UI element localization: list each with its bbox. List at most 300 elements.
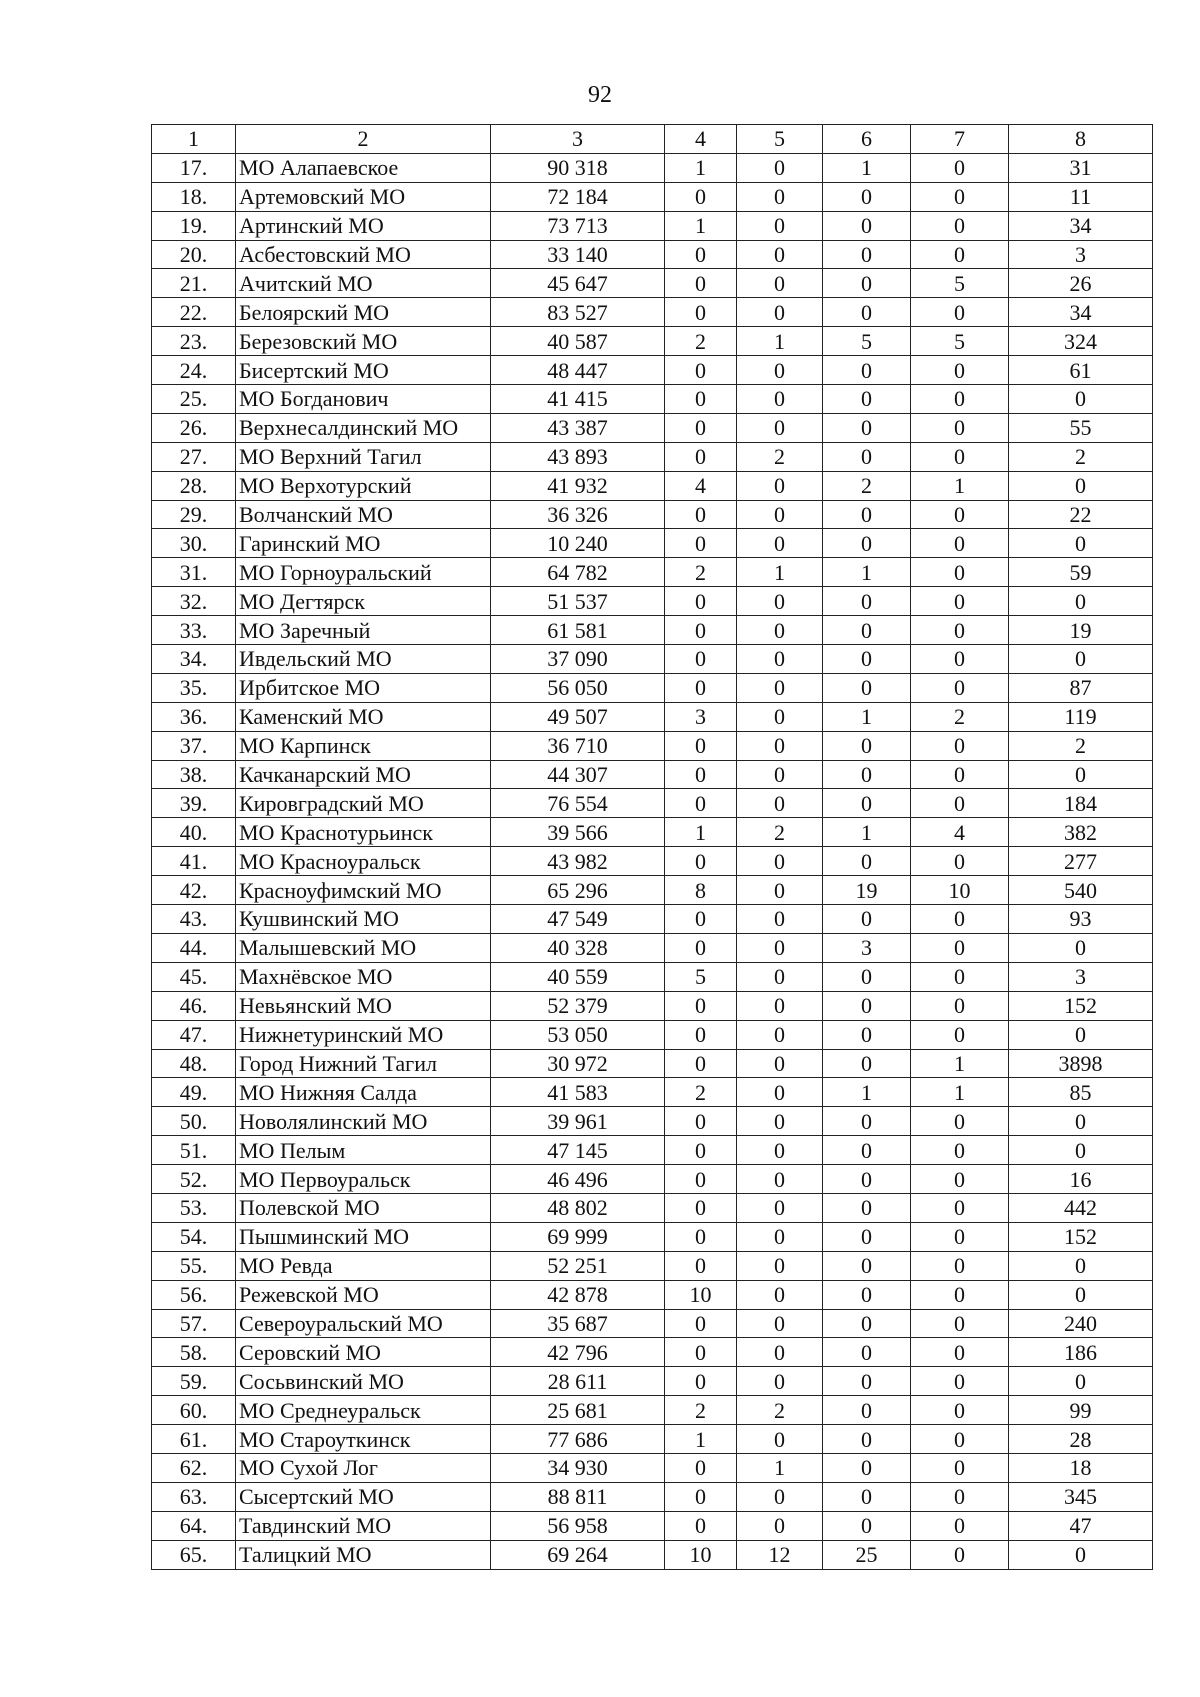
value-col-6: 0 — [823, 789, 911, 818]
municipality-name: Белоярский МО — [236, 298, 491, 327]
value-col-7: 0 — [911, 442, 1009, 471]
row-number: 17. — [152, 153, 236, 182]
value-col-7: 0 — [911, 962, 1009, 991]
municipality-name: Ирбитское МО — [236, 673, 491, 702]
value-col-7: 0 — [911, 1482, 1009, 1511]
value-col-8: 34 — [1009, 298, 1153, 327]
row-number: 59. — [152, 1367, 236, 1396]
value-col-8: 240 — [1009, 1309, 1153, 1338]
value-col-5: 0 — [737, 500, 823, 529]
value-col-8: 19 — [1009, 616, 1153, 645]
value-col-6: 1 — [823, 702, 911, 731]
value-col-4: 10 — [665, 1280, 737, 1309]
value-col-8: 186 — [1009, 1338, 1153, 1367]
table-row — [152, 1251, 1153, 1280]
table-row — [152, 1193, 1153, 1222]
value-col-5: 0 — [737, 731, 823, 760]
value-col-4: 0 — [665, 1136, 737, 1165]
value-col-4: 0 — [665, 616, 737, 645]
value-col-4: 0 — [665, 356, 737, 385]
value-col-3: 52 379 — [491, 991, 665, 1020]
value-col-5: 0 — [737, 1136, 823, 1165]
table-row — [152, 1425, 1153, 1454]
value-col-5: 0 — [737, 760, 823, 789]
value-col-3: 69 999 — [491, 1222, 665, 1251]
value-col-4: 0 — [665, 1309, 737, 1338]
value-col-6: 0 — [823, 182, 911, 211]
row-number: 22. — [152, 298, 236, 327]
value-col-7: 0 — [911, 1309, 1009, 1338]
municipality-name: МО Сухой Лог — [236, 1453, 491, 1482]
value-col-6: 1 — [823, 818, 911, 847]
value-col-5: 0 — [737, 702, 823, 731]
value-col-6: 0 — [823, 500, 911, 529]
table-row — [152, 1107, 1153, 1136]
value-col-5: 1 — [737, 327, 823, 356]
table-row — [152, 1020, 1153, 1049]
value-col-4: 0 — [665, 298, 737, 327]
value-col-6: 0 — [823, 1193, 911, 1222]
value-col-7: 0 — [911, 1396, 1009, 1425]
row-number: 38. — [152, 760, 236, 789]
header-cell-5: 5 — [737, 125, 823, 154]
municipality-name: Кировградский МО — [236, 789, 491, 818]
value-col-5: 0 — [737, 1222, 823, 1251]
table-row — [152, 645, 1153, 674]
value-col-8: 442 — [1009, 1193, 1153, 1222]
header-cell-3: 3 — [491, 125, 665, 154]
value-col-5: 0 — [737, 905, 823, 934]
value-col-3: 43 982 — [491, 847, 665, 876]
value-col-3: 36 326 — [491, 500, 665, 529]
value-col-4: 0 — [665, 1453, 737, 1482]
row-number: 64. — [152, 1511, 236, 1540]
value-col-5: 0 — [737, 471, 823, 500]
value-col-8: 0 — [1009, 1367, 1153, 1396]
table-row — [152, 673, 1153, 702]
row-number: 65. — [152, 1540, 236, 1569]
value-col-5: 0 — [737, 1251, 823, 1280]
value-col-5: 0 — [737, 991, 823, 1020]
value-col-8: 0 — [1009, 1020, 1153, 1049]
table-row — [152, 1338, 1153, 1367]
municipality-name: Полевской МО — [236, 1193, 491, 1222]
value-col-6: 0 — [823, 1136, 911, 1165]
row-number: 43. — [152, 905, 236, 934]
value-col-6: 0 — [823, 356, 911, 385]
value-col-3: 40 587 — [491, 327, 665, 356]
value-col-6: 0 — [823, 1425, 911, 1454]
value-col-5: 0 — [737, 385, 823, 414]
municipality-name: Качканарский МО — [236, 760, 491, 789]
value-col-3: 90 318 — [491, 153, 665, 182]
header-cell-1: 1 — [152, 125, 236, 154]
row-number: 27. — [152, 442, 236, 471]
row-number: 62. — [152, 1453, 236, 1482]
value-col-7: 0 — [911, 182, 1009, 211]
value-col-4: 0 — [665, 1049, 737, 1078]
value-col-6: 19 — [823, 876, 911, 905]
table-row — [152, 1078, 1153, 1107]
value-col-4: 0 — [665, 385, 737, 414]
table-row — [152, 1136, 1153, 1165]
value-col-7: 0 — [911, 760, 1009, 789]
value-col-8: 0 — [1009, 587, 1153, 616]
value-col-6: 0 — [823, 1251, 911, 1280]
value-col-7: 0 — [911, 500, 1009, 529]
row-number: 45. — [152, 962, 236, 991]
value-col-6: 0 — [823, 442, 911, 471]
value-col-4: 0 — [665, 182, 737, 211]
value-col-5: 0 — [737, 529, 823, 558]
value-col-8: 16 — [1009, 1165, 1153, 1194]
municipality-name: МО Верхний Тагил — [236, 442, 491, 471]
municipality-name: МО Краснотурьинск — [236, 818, 491, 847]
value-col-4: 1 — [665, 1425, 737, 1454]
municipality-name: МО Первоуральск — [236, 1165, 491, 1194]
value-col-4: 0 — [665, 933, 737, 962]
value-col-8: 3898 — [1009, 1049, 1153, 1078]
value-col-6: 0 — [823, 1049, 911, 1078]
value-col-6: 0 — [823, 760, 911, 789]
data-table — [151, 124, 1153, 1570]
value-col-8: 0 — [1009, 471, 1153, 500]
value-col-7: 1 — [911, 1078, 1009, 1107]
header-cell-8: 8 — [1009, 125, 1153, 154]
value-col-4: 0 — [665, 413, 737, 442]
value-col-5: 0 — [737, 1078, 823, 1107]
value-col-5: 0 — [737, 240, 823, 269]
value-col-8: 345 — [1009, 1482, 1153, 1511]
table-row — [152, 587, 1153, 616]
value-col-8: 22 — [1009, 500, 1153, 529]
value-col-8: 0 — [1009, 933, 1153, 962]
table-row — [152, 1453, 1153, 1482]
value-col-6: 0 — [823, 529, 911, 558]
value-col-6: 5 — [823, 327, 911, 356]
header-cell-4: 4 — [665, 125, 737, 154]
value-col-6: 0 — [823, 1396, 911, 1425]
table-row — [152, 1511, 1153, 1540]
table-row — [152, 616, 1153, 645]
row-number: 63. — [152, 1482, 236, 1511]
table-row — [152, 413, 1153, 442]
row-number: 39. — [152, 789, 236, 818]
value-col-5: 0 — [737, 269, 823, 298]
value-col-7: 0 — [911, 1107, 1009, 1136]
municipality-name: Пышминский МО — [236, 1222, 491, 1251]
value-col-4: 0 — [665, 1222, 737, 1251]
value-col-5: 2 — [737, 818, 823, 847]
value-col-4: 2 — [665, 1078, 737, 1107]
table-row — [152, 760, 1153, 789]
row-number: 35. — [152, 673, 236, 702]
value-col-3: 45 647 — [491, 269, 665, 298]
header-cell-6: 6 — [823, 125, 911, 154]
table-row — [152, 471, 1153, 500]
value-col-5: 0 — [737, 645, 823, 674]
value-col-8: 119 — [1009, 702, 1153, 731]
value-col-3: 10 240 — [491, 529, 665, 558]
value-col-4: 2 — [665, 327, 737, 356]
value-col-8: 0 — [1009, 1540, 1153, 1569]
value-col-8: 47 — [1009, 1511, 1153, 1540]
municipality-name: Асбестовский МО — [236, 240, 491, 269]
value-col-8: 85 — [1009, 1078, 1153, 1107]
value-col-8: 184 — [1009, 789, 1153, 818]
value-col-8: 55 — [1009, 413, 1153, 442]
value-col-6: 0 — [823, 645, 911, 674]
value-col-6: 0 — [823, 1511, 911, 1540]
value-col-3: 48 802 — [491, 1193, 665, 1222]
value-col-4: 1 — [665, 211, 737, 240]
value-col-7: 0 — [911, 673, 1009, 702]
value-col-6: 0 — [823, 1020, 911, 1049]
value-col-8: 87 — [1009, 673, 1153, 702]
value-col-4: 0 — [665, 847, 737, 876]
value-col-5: 0 — [737, 1338, 823, 1367]
municipality-name: Бисертский МО — [236, 356, 491, 385]
row-number: 42. — [152, 876, 236, 905]
row-number: 40. — [152, 818, 236, 847]
value-col-3: 40 328 — [491, 933, 665, 962]
value-col-7: 0 — [911, 587, 1009, 616]
value-col-7: 0 — [911, 1511, 1009, 1540]
value-col-8: 277 — [1009, 847, 1153, 876]
value-col-3: 42 796 — [491, 1338, 665, 1367]
table-row — [152, 818, 1153, 847]
value-col-7: 0 — [911, 1136, 1009, 1165]
value-col-7: 0 — [911, 991, 1009, 1020]
municipality-name: МО Староуткинск — [236, 1425, 491, 1454]
value-col-3: 64 782 — [491, 558, 665, 587]
value-col-4: 4 — [665, 471, 737, 500]
value-col-5: 0 — [737, 962, 823, 991]
value-col-5: 0 — [737, 616, 823, 645]
value-col-8: 152 — [1009, 991, 1153, 1020]
value-col-3: 39 566 — [491, 818, 665, 847]
value-col-3: 46 496 — [491, 1165, 665, 1194]
value-col-8: 0 — [1009, 1107, 1153, 1136]
value-col-4: 0 — [665, 1482, 737, 1511]
municipality-name: Малышевский МО — [236, 933, 491, 962]
municipality-name: Сысертский МО — [236, 1482, 491, 1511]
municipality-name: МО Заречный — [236, 616, 491, 645]
table-row — [152, 1309, 1153, 1338]
municipality-name: Артемовский МО — [236, 182, 491, 211]
value-col-3: 39 961 — [491, 1107, 665, 1136]
value-col-8: 0 — [1009, 1280, 1153, 1309]
value-col-5: 0 — [737, 211, 823, 240]
value-col-3: 42 878 — [491, 1280, 665, 1309]
table-row — [152, 1049, 1153, 1078]
municipality-name: Ивдельский МО — [236, 645, 491, 674]
row-number: 26. — [152, 413, 236, 442]
row-number: 53. — [152, 1193, 236, 1222]
value-col-5: 0 — [737, 876, 823, 905]
row-number: 47. — [152, 1020, 236, 1049]
value-col-4: 0 — [665, 587, 737, 616]
value-col-6: 0 — [823, 269, 911, 298]
value-col-3: 88 811 — [491, 1482, 665, 1511]
row-number: 50. — [152, 1107, 236, 1136]
municipality-name: Режевской МО — [236, 1280, 491, 1309]
municipality-name: Волчанский МО — [236, 500, 491, 529]
value-col-3: 48 447 — [491, 356, 665, 385]
value-col-4: 0 — [665, 529, 737, 558]
table-row — [152, 529, 1153, 558]
row-number: 19. — [152, 211, 236, 240]
value-col-5: 2 — [737, 442, 823, 471]
value-col-3: 51 537 — [491, 587, 665, 616]
value-col-5: 0 — [737, 298, 823, 327]
value-col-4: 0 — [665, 760, 737, 789]
value-col-6: 0 — [823, 1222, 911, 1251]
value-col-5: 0 — [737, 356, 823, 385]
value-col-4: 0 — [665, 673, 737, 702]
value-col-4: 0 — [665, 905, 737, 934]
row-number: 20. — [152, 240, 236, 269]
value-col-7: 0 — [911, 1222, 1009, 1251]
value-col-8: 382 — [1009, 818, 1153, 847]
value-col-6: 0 — [823, 1453, 911, 1482]
value-col-6: 0 — [823, 847, 911, 876]
value-col-8: 18 — [1009, 1453, 1153, 1482]
municipality-name: Североуральский МО — [236, 1309, 491, 1338]
value-col-8: 0 — [1009, 645, 1153, 674]
value-col-6: 1 — [823, 153, 911, 182]
value-col-8: 0 — [1009, 529, 1153, 558]
value-col-3: 69 264 — [491, 1540, 665, 1569]
value-col-6: 0 — [823, 240, 911, 269]
table-row — [152, 327, 1153, 356]
table-row — [152, 789, 1153, 818]
table-row — [152, 500, 1153, 529]
header-cell-7: 7 — [911, 125, 1009, 154]
value-col-6: 0 — [823, 731, 911, 760]
value-col-4: 0 — [665, 731, 737, 760]
municipality-name: Сосьвинский МО — [236, 1367, 491, 1396]
municipality-name: Махнёвское МО — [236, 962, 491, 991]
value-col-3: 34 930 — [491, 1453, 665, 1482]
value-col-7: 0 — [911, 731, 1009, 760]
value-col-8: 0 — [1009, 760, 1153, 789]
value-col-4: 0 — [665, 442, 737, 471]
value-col-4: 3 — [665, 702, 737, 731]
table-row — [152, 962, 1153, 991]
value-col-4: 1 — [665, 818, 737, 847]
municipality-name: Тавдинский МО — [236, 1511, 491, 1540]
value-col-8: 34 — [1009, 211, 1153, 240]
value-col-5: 12 — [737, 1540, 823, 1569]
value-col-7: 0 — [911, 1280, 1009, 1309]
municipality-name: Серовский МО — [236, 1338, 491, 1367]
value-col-8: 59 — [1009, 558, 1153, 587]
value-col-7: 0 — [911, 847, 1009, 876]
value-col-8: 93 — [1009, 905, 1153, 934]
value-col-7: 0 — [911, 153, 1009, 182]
value-col-4: 0 — [665, 1107, 737, 1136]
municipality-name: Талицкий МО — [236, 1540, 491, 1569]
value-col-7: 0 — [911, 1540, 1009, 1569]
value-col-6: 0 — [823, 1165, 911, 1194]
row-number: 30. — [152, 529, 236, 558]
value-col-3: 53 050 — [491, 1020, 665, 1049]
value-col-7: 1 — [911, 1049, 1009, 1078]
value-col-6: 1 — [823, 558, 911, 587]
row-number: 29. — [152, 500, 236, 529]
value-col-5: 0 — [737, 1280, 823, 1309]
value-col-3: 73 713 — [491, 211, 665, 240]
municipality-name: Кушвинский МО — [236, 905, 491, 934]
value-col-7: 0 — [911, 413, 1009, 442]
value-col-7: 0 — [911, 1425, 1009, 1454]
value-col-8: 324 — [1009, 327, 1153, 356]
value-col-8: 0 — [1009, 1251, 1153, 1280]
table-row — [152, 558, 1153, 587]
municipality-name: Артинский МО — [236, 211, 491, 240]
value-col-5: 0 — [737, 1107, 823, 1136]
value-col-3: 36 710 — [491, 731, 665, 760]
value-col-6: 0 — [823, 962, 911, 991]
value-col-4: 0 — [665, 269, 737, 298]
value-col-4: 10 — [665, 1540, 737, 1569]
row-number: 25. — [152, 385, 236, 414]
table-row — [152, 702, 1153, 731]
row-number: 61. — [152, 1425, 236, 1454]
value-col-4: 0 — [665, 991, 737, 1020]
table-row — [152, 298, 1153, 327]
value-col-3: 41 932 — [491, 471, 665, 500]
row-number: 33. — [152, 616, 236, 645]
value-col-3: 28 611 — [491, 1367, 665, 1396]
value-col-8: 11 — [1009, 182, 1153, 211]
value-col-8: 0 — [1009, 385, 1153, 414]
value-col-8: 152 — [1009, 1222, 1153, 1251]
row-number: 56. — [152, 1280, 236, 1309]
value-col-3: 43 893 — [491, 442, 665, 471]
value-col-8: 31 — [1009, 153, 1153, 182]
value-col-7: 0 — [911, 645, 1009, 674]
value-col-7: 0 — [911, 529, 1009, 558]
value-col-6: 0 — [823, 1280, 911, 1309]
municipality-name: МО Нижняя Салда — [236, 1078, 491, 1107]
municipality-name: МО Красноуральск — [236, 847, 491, 876]
row-number: 28. — [152, 471, 236, 500]
row-number: 49. — [152, 1078, 236, 1107]
value-col-4: 0 — [665, 1020, 737, 1049]
table-row — [152, 1280, 1153, 1309]
value-col-6: 0 — [823, 673, 911, 702]
municipality-name: Березовский МО — [236, 327, 491, 356]
table-row — [152, 211, 1153, 240]
value-col-7: 4 — [911, 818, 1009, 847]
table-row — [152, 442, 1153, 471]
header-cell-2: 2 — [236, 125, 491, 154]
value-col-4: 0 — [665, 240, 737, 269]
value-col-7: 5 — [911, 269, 1009, 298]
municipality-name: Новолялинский МО — [236, 1107, 491, 1136]
value-col-3: 40 559 — [491, 962, 665, 991]
value-col-3: 35 687 — [491, 1309, 665, 1338]
value-col-4: 0 — [665, 1251, 737, 1280]
value-col-5: 0 — [737, 1193, 823, 1222]
row-number: 37. — [152, 731, 236, 760]
value-col-7: 0 — [911, 356, 1009, 385]
table-row — [152, 269, 1153, 298]
value-col-8: 0 — [1009, 1136, 1153, 1165]
value-col-5: 2 — [737, 1396, 823, 1425]
